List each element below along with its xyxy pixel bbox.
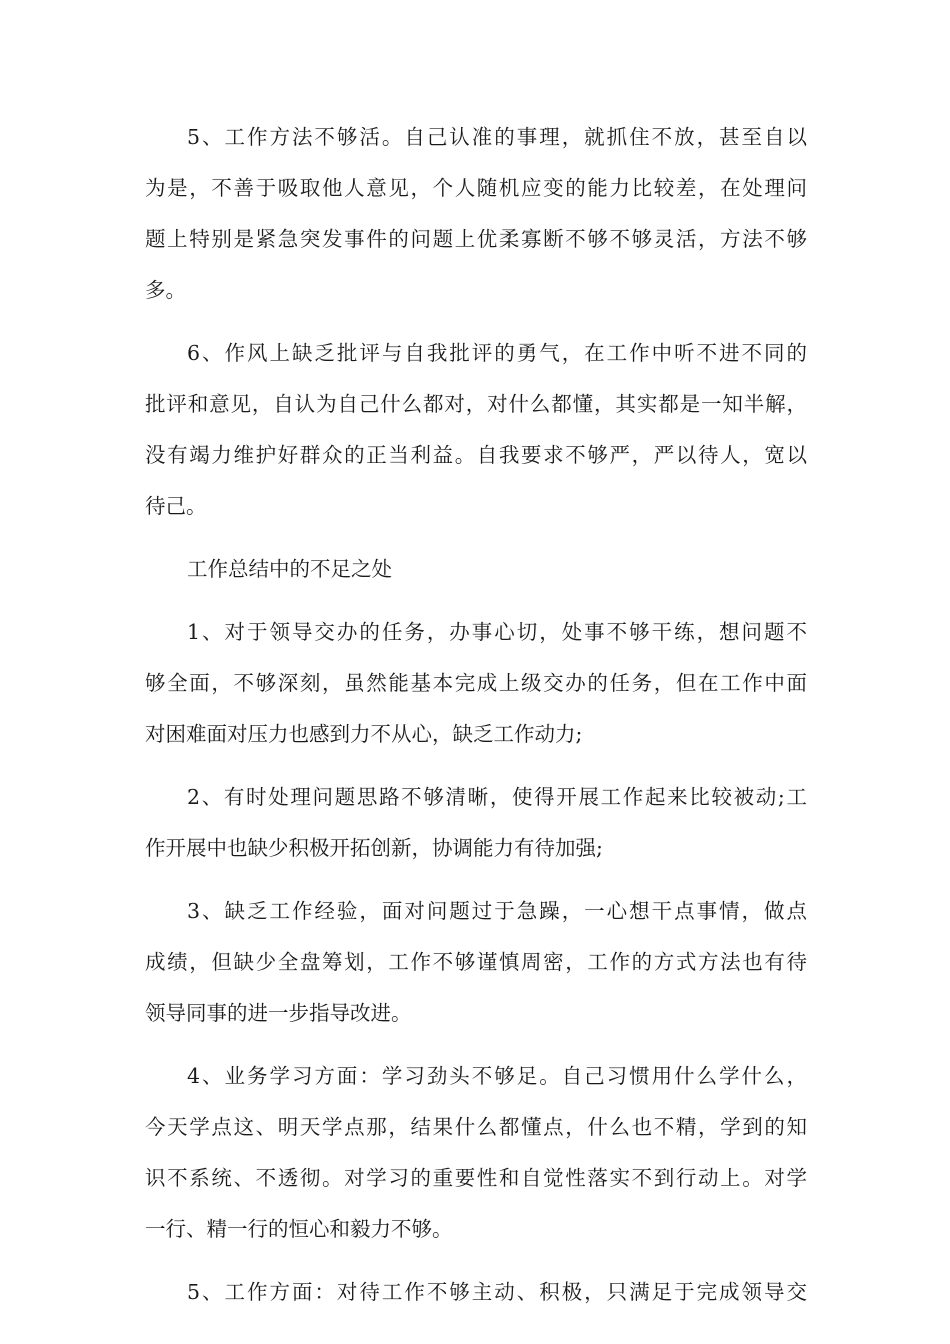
paragraph-line: 今天学点这、明天学点那，结果什么都懂点，什么也不精，学到的知 [145,1115,807,1139]
paragraph-line: 4、业务学习方面：学习劲头不够足。自己习惯用什么学什么， [187,1064,807,1088]
section-heading [145,544,807,595]
paragraph-line: 对困难面对压力也感到力不从心，缺乏工作动力; [145,722,583,746]
paragraph-line: 够全面，不够深刻，虽然能基本完成上级交办的任务，但在工作中面 [145,671,807,695]
paragraph-work-style [145,328,807,532]
paragraph-shortcoming-3 [145,886,807,1039]
paragraph-shortcoming-2 [145,772,807,874]
paragraph-line: 领导同事的进一步指导改进。 [145,1001,412,1025]
paragraph-line: 批评和意见，自认为自己什么都对，对什么都懂，其实都是一知半解， [145,392,807,416]
paragraph-work-method [145,112,807,316]
paragraph-shortcoming-5 [145,1267,807,1318]
paragraph-line: 题上特别是紧急突发事件的问题上优柔寡断不够不够灵活，方法不够 [145,227,807,251]
paragraph-line: 多。 [145,278,186,302]
document-body [145,112,807,1318]
paragraph-line: 作开展中也缺少积极开拓创新，协调能力有待加强; [145,836,603,860]
paragraph-line: 待己。 [145,494,207,518]
paragraph-line: 成绩，但缺少全盘筹划，工作不够谨慎周密，工作的方式方法也有待 [145,950,807,974]
paragraph-line: 为是，不善于吸取他人意见，个人随机应变的能力比较差，在处理问 [145,176,807,200]
heading-text: 工作总结中的不足之处 [187,557,392,581]
paragraph-line: 5、工作方法不够活。自己认准的事理，就抓住不放，甚至自以 [187,125,807,149]
paragraph-line: 6、作风上缺乏批评与自我批评的勇气，在工作中听不进不同的 [187,341,807,365]
paragraph-line: 一行、精一行的恒心和毅力不够。 [145,1217,453,1241]
paragraph-line: 3、缺乏工作经验，面对问题过于急躁，一心想干点事情，做点 [187,899,807,923]
paragraph-line: 没有竭力维护好群众的正当利益。自我要求不够严，严以待人，宽以 [145,443,807,467]
paragraph-line: 2、有时处理问题思路不够清晰，使得开展工作起来比较被动;工 [187,785,807,809]
paragraph-line: 识不系统、不透彻。对学习的重要性和自觉性落实不到行动上。对学 [145,1166,807,1190]
paragraph-shortcoming-1 [145,607,807,760]
paragraph-line: 5、工作方面：对待工作不够主动、积极，只满足于完成领导交 [187,1280,807,1304]
paragraph-shortcoming-4 [145,1051,807,1255]
paragraph-line: 1、对于领导交办的任务，办事心切，处事不够干练，想问题不 [187,620,807,644]
